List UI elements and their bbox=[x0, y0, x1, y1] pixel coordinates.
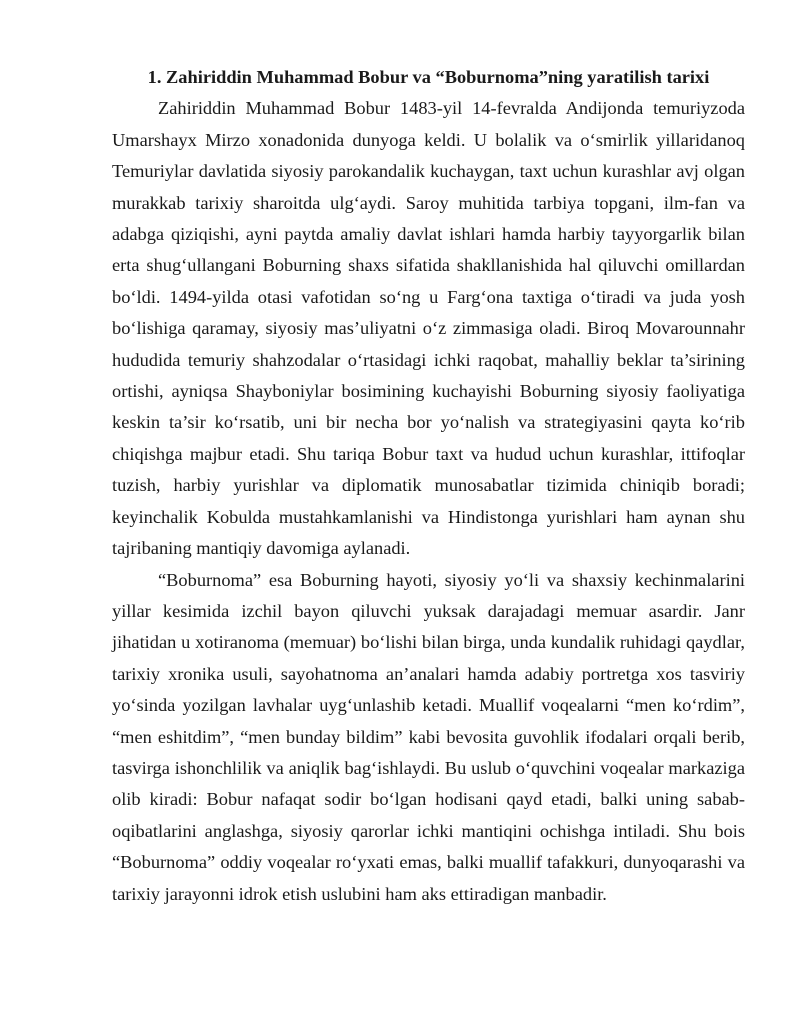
document-body bbox=[112, 62, 745, 910]
paragraph-boburnoma: “Boburnoma” esa Boburning hayoti, siyosiy yo‘li va shaxsiy kechinmalarini yillar kesimida izchil bayon qiluvchi yuksak darajadagi memuar asardir. Janr jihatidan u xotiranoma (memuar) bo‘lishi bilan birga, unda kundalik ruhidagi qaydlar, tarixiy xronika usuli, sayohatnoma an’analari hamda adabiy portretga xos tasviriy yo‘sinda yozilgan lavhalar uyg‘unlashib ketadi. Muallif voqealarni “men ko‘rdim”, “men eshitdim”, “men bunday bildim” kabi bevosita guvohlik ifodalari orqali berib, tasvirga ishonchlilik va aniqlik bag‘ishlaydi. Bu uslub o‘quvchini voqealar markaziga olib kiradi: Bobur nafaqat sodir bo‘lgan hodisani qayd etadi, balki uning sabab-oqibatlarini anglashga, siyosiy qarorlar ichki mantiqini ochishga intiladi. Shu bois “Boburnoma” oddiy voqealar ro‘yxati emas, balki muallif tafakkuri, dunyoqarashi va tarixiy jarayonni idrok etish uslubini ham aks ettiradigan manbadir. bbox=[112, 569, 745, 904]
section-heading: 1. Zahiriddin Muhammad Bobur va “Boburnoma”ning yaratilish tarixi bbox=[147, 67, 710, 87]
paragraph-biography: Zahiriddin Muhammad Bobur 1483-yil 14-fevralda Andijonda temuriyzoda Umarshayx Mirzo xonadonida dunyoga keldi. U bolalik va o‘smirlik yillaridanoq Temuriylar davlatida siyosiy parokandalik kuchaygan, taxt uchun kurashlar avj olgan murakkab tarixiy sharoitda ulg‘aydi. Saroy muhitida tarbiya topgani, ilm-fan va adabga qiziqishi, ayni paytda amaliy davlat ishlari hamda harbiy tayyorgarlik bilan erta shug‘ullangani Boburning shaxs sifatida shakllanishida hal qiluvchi omillardan bo‘ldi. 1494-yilda otasi vafotidan so‘ng u Farg‘ona taxtiga o‘tiradi va juda yosh bo‘lishiga qaramay, siyosiy mas’uliyatni o‘z zimmasiga oladi. Biroq Movarounnahr hududida temuriy shahzodalar o‘rtasidagi ichki raqobat, mahalliy beklar ta’sirining ortishi, ayniqsa Shayboniylar bosimining kuchayishi Boburning siyosiy faoliyatiga keskin ta’sir ko‘rsatib, uni bir necha bor yo‘nalish va strategiyasini qayta ko‘rib chiqishga majbur etadi. Shu tariqa Bobur taxt va hudud uchun kurashlar, ittifoqlar tuzish, harbiy yurishlar va diplomatik munosabatlar tizimida chiniqib boradi; keyinchalik Kobulda mustahkamlanishi va Hindistonga yurishlari ham aynan shu tajribaning mantiqiy davomiga aylanadi. bbox=[112, 98, 745, 559]
